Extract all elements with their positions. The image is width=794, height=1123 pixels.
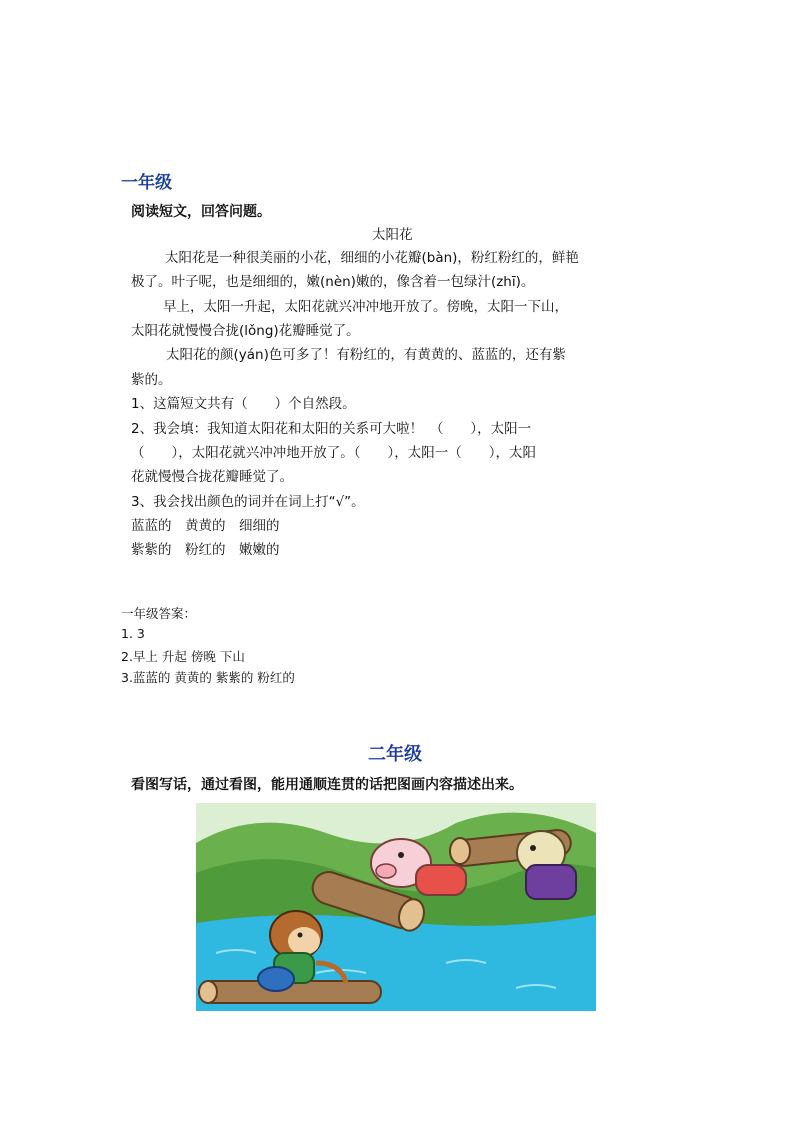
question-1: 1、这篇短文共有（ ）个自然段。 [131, 396, 356, 412]
story-p3-line1: 太阳花的颜(yán)色可多了！有粉红的，有黄黄的、蓝蓝的，还有紫 [166, 347, 566, 363]
story-p1-line1: 太阳花是一种很美丽的小花，细细的小花瓣(bàn)，粉红粉红的，鲜艳 [165, 250, 579, 266]
answer-2: 2.早上 升起 傍晚 下山 [121, 649, 245, 664]
floating-log-end [199, 981, 217, 1003]
question-3: 3、我会找出颜色的词并在词上打“√”。 [131, 494, 365, 510]
answer-3: 3.蓝蓝的 黄黄的 紫紫的 粉红的 [121, 670, 295, 685]
question-2-line2: （ ），太阳花就兴冲冲地开放了。（ ），太阳一（ ），太阳 [131, 445, 536, 461]
answers-title: 一年级答案： [121, 606, 197, 621]
answer-1: 1. 3 [121, 626, 145, 641]
story-title: 太阳花 [372, 227, 413, 243]
story-p3-line2: 紫的。 [131, 372, 172, 388]
color-words-row2: 紫紫的 粉红的 嫩嫩的 [131, 542, 280, 558]
story-p2-line1: 早上，太阳一升起，太阳花就兴冲冲地开放了。傍晚，太阳一下山， [163, 299, 568, 315]
question-2-line1: 2、我会填：我知道太阳花和太阳的关系可大啦！ （ ），太阳一 [131, 421, 532, 437]
question-2-line3: 花就慢慢合拢花瓣睡觉了。 [131, 469, 293, 485]
grade1-heading: 一年级 [121, 173, 172, 193]
grade1-instruction: 阅读短文，回答问题。 [131, 204, 271, 220]
grade2-instruction: 看图写话，通过看图，能用通顺连贯的话把图画内容描述出来。 [131, 777, 523, 793]
story-p2-line2: 太阳花就慢慢合拢(lǒng)花瓣睡觉了。 [131, 323, 360, 339]
picture-illustration [196, 803, 596, 1011]
grade2-heading: 二年级 [368, 744, 422, 765]
story-p1-line2: 极了。叶子呢，也是细细的，嫩(nèn)嫩的，像含着一包绿汁(zhī)。 [131, 274, 535, 290]
color-words-row1: 蓝蓝的 黄黄的 细细的 [131, 518, 280, 534]
